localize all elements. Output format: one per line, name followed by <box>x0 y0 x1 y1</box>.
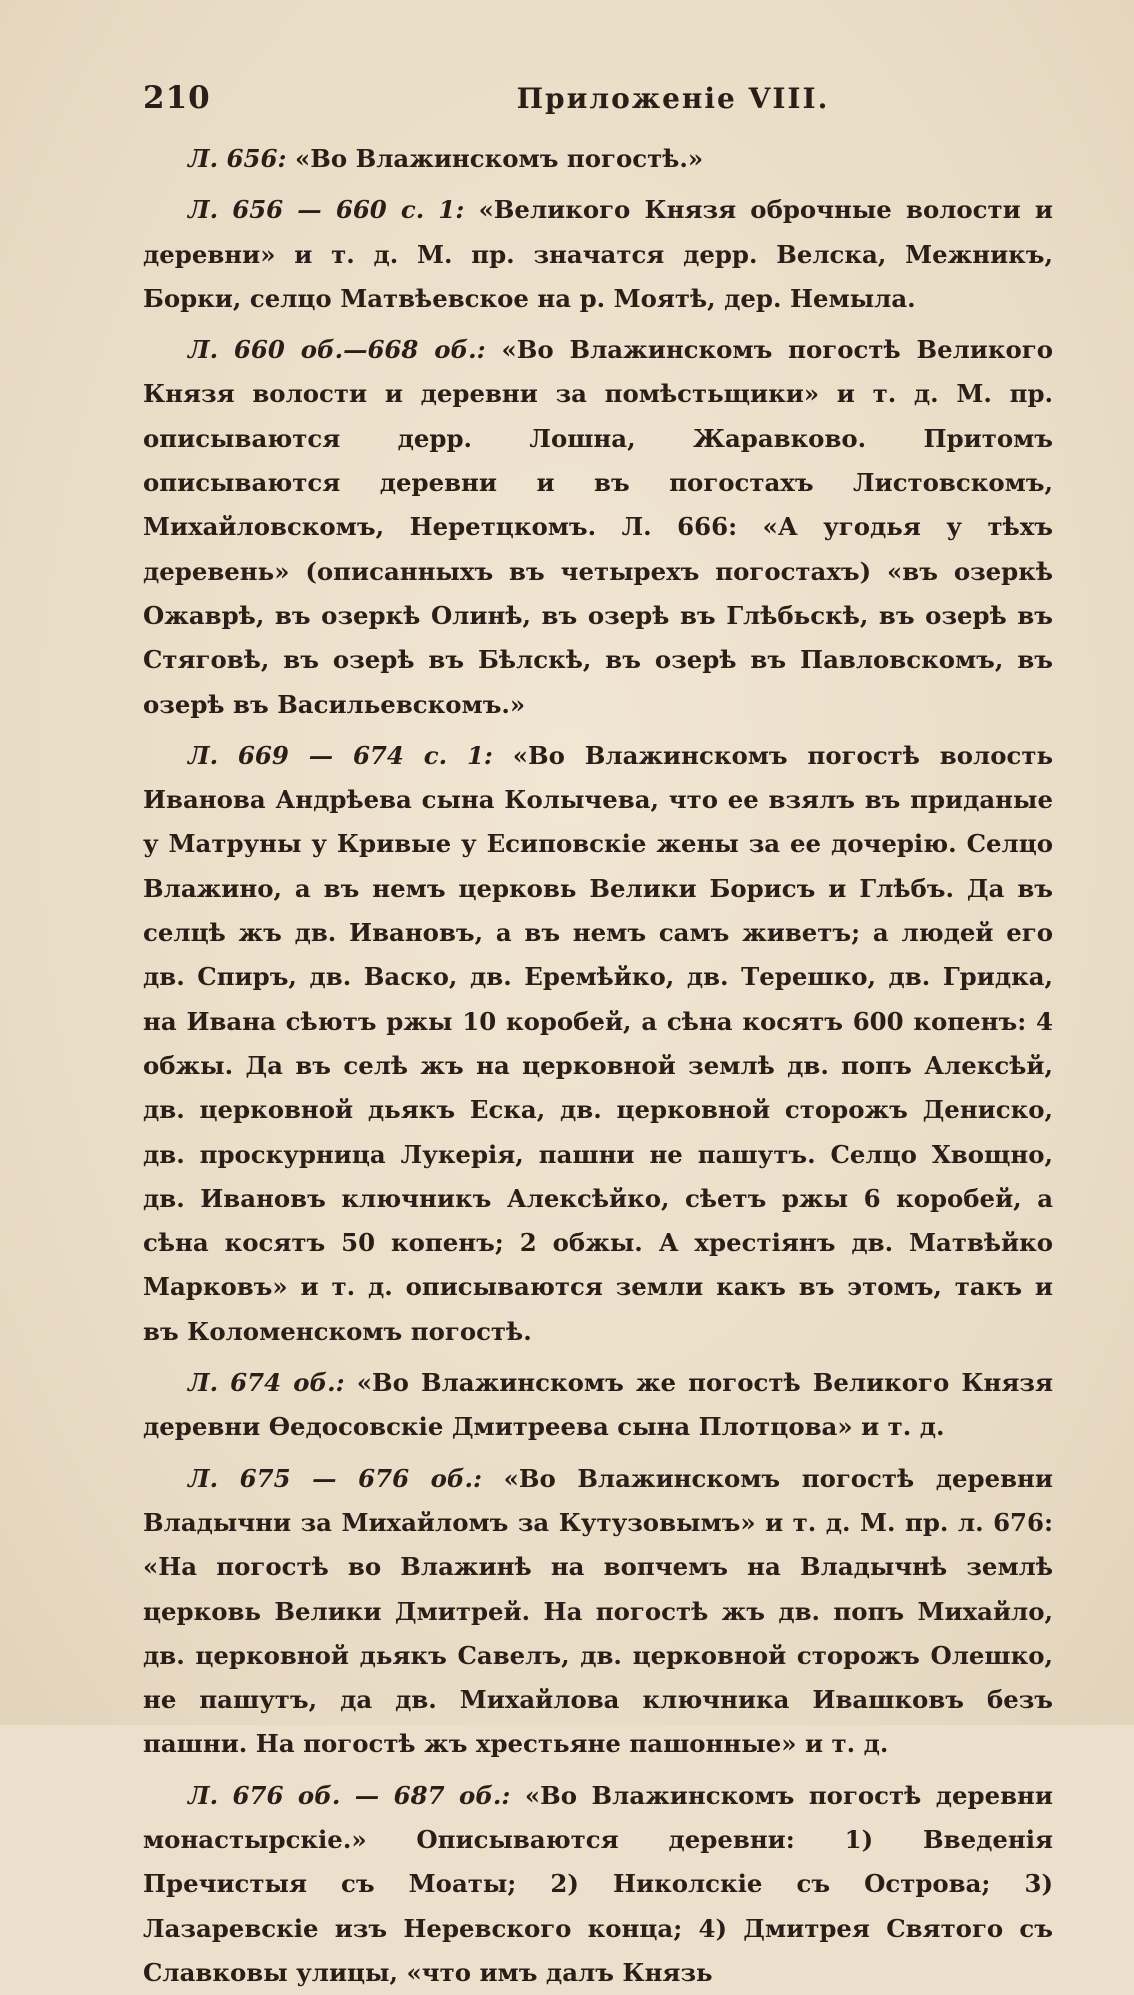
paragraph <box>143 1361 1053 1450</box>
paragraph-text: «Во Влажинскомъ погостѣ деревни Владычни за Михайломъ за Кутузовымъ» и т. д. М. пр. л. 676: «На погостѣ во Влажинѣ на вопчемъ на Владычнѣ землѣ церковь Велики Дмитрей. На погостѣ жъ дв. попъ Михайло, дв. церковной дьякъ Савелъ, дв. церковной сторожъ Олешко, не пашутъ, да дв. Михайлова ключника Ивашковъ безъ пашни. На погостѣ жъ хрестьяне пашонные» и т. д. <box>143 1463 1053 1759</box>
paragraph <box>143 1774 1053 1995</box>
paragraph <box>143 1457 1053 1767</box>
paragraph-text: «Во Влажинскомъ погостѣ деревни монастырскіе.» Описываются деревни: 1) Введенія Пречистыя съ Моаты; 2) Николскіе съ Острова; 3) Лазаревскіе изъ Неревского конца; 4) Дмитрея Святого съ Славковы улицы, «что имъ далъ Князь <box>143 1780 1053 1987</box>
paragraph <box>143 734 1053 1354</box>
paragraph-text: «Великого Князя оброчные волости и деревни» и т. д. М. пр. значатся дерр. Велска, Межникъ, Борки, селцо Матвѣевское на р. Моятѣ, дер. Немыла. <box>143 195 1053 313</box>
page-number: 210 <box>143 80 211 116</box>
folio-reference: Л. 656: <box>188 144 287 173</box>
paragraph-text: «Во Влажинскомъ погостѣ.» <box>286 144 704 173</box>
body-text <box>143 137 1053 1995</box>
folio-reference: Л. 675 — 676 об.: <box>188 1463 483 1493</box>
folio-reference: Л. 656 — 660 с. 1: <box>188 195 465 225</box>
paragraph <box>143 328 1053 727</box>
folio-reference: Л. 676 об. — 687 об.: <box>188 1780 511 1810</box>
paragraph <box>143 188 1053 321</box>
folio-reference: Л. 674 об.: <box>188 1368 345 1398</box>
paragraph-text: «Во Влажинскомъ погостѣ волость Иванова Андрѣева сына Колычева, что ее взялъ въ приданые у Матруны у Кривые у Есиповскіе жены за ее дочерію. Селцо Влажино, а въ немъ церковь Велики Борисъ и Глѣбъ. Да въ селцѣ жъ дв. Ивановъ, а въ немъ самъ живетъ; а людей его дв. Спиръ, дв. Васко, дв. Еремѣйко, дв. Терешко, дв. Гридка, на Ивана сѣютъ ржы 10 коробей, а сѣна косятъ 600 копенъ: 4 обжы. Да въ селѣ жъ на церковной землѣ дв. попъ Алексѣй, дв. церковной дьякъ Еска, дв. церковной сторожъ Дениско, дв. проскурница Лукерія, пашни не пашутъ. Селцо Хвощно, дв. Ивановъ ключникъ Алексѣйко, сѣетъ ржы 6 коробей, а сѣна косятъ 50 копенъ; 2 обжы. А хрестіянъ дв. Матвѣйко Марковъ» и т. д. описываются земли какъ въ этомъ, такъ и въ Коломенскомъ погостѣ. <box>143 740 1053 1346</box>
running-head: Приложеніе VIII. <box>516 82 830 115</box>
paragraph-text: «Во Влажинскомъ погостѣ Великого Князя волости и деревни за помѣстьщики» и т. д. М. пр. описываются дерр. Лошна, Жаравково. Притомъ описываются деревни и въ погостахъ Листовскомъ, Михайловскомъ, Неретцкомъ. Л. 666: «А угодья у тѣхъ деревень» (описанныхъ въ четырехъ погостахъ) «въ озеркѣ Ожаврѣ, въ озеркѣ Олинѣ, въ озерѣ въ Глѣбьскѣ, въ озерѣ въ Стяговѣ, въ озерѣ въ Бѣлскѣ, въ озерѣ въ Павловскомъ, въ озерѣ въ Васильевскомъ.» <box>143 335 1053 719</box>
page-header <box>143 80 1053 124</box>
folio-reference: Л. 669 — 674 с. 1: <box>188 740 493 770</box>
paragraph-text: «Во Влажинскомъ же погостѣ Великого Князя деревни Өедосовскіе Дмитреева сына Плотцова» и т. д. <box>143 1368 1053 1442</box>
folio-reference: Л. 660 об.—668 об.: <box>188 335 486 365</box>
paragraph <box>143 137 1053 181</box>
